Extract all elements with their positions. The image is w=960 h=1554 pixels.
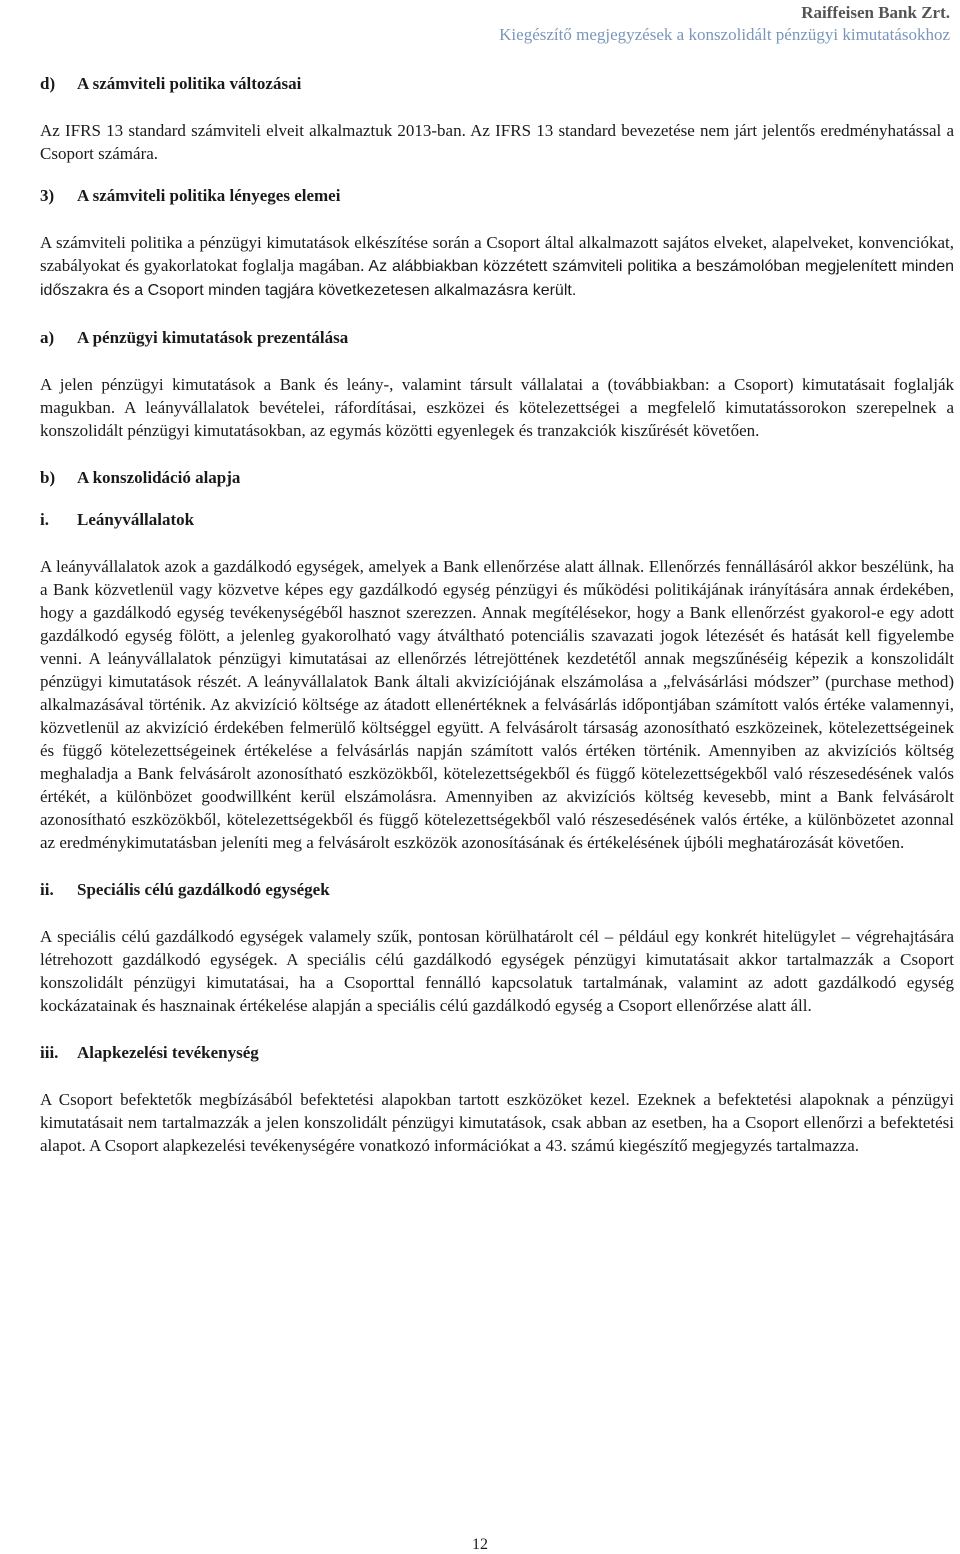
section-heading-a <box>40 326 954 349</box>
section-title: Leányvállalatok <box>77 510 195 529</box>
page-header <box>499 2 950 46</box>
paragraph: A speciális célú gazdálkodó egységek valamely szűk, pontosan körülhatárolt cél – például egy konkrét hitelügylet – végrehajtására létrehozott gazdálkodó egységek. A speciális célú gazdálkodó egységek pénzügyi kimutatásait akkor tartalmazzák a Csoport konszolidált pénzügyi kimutatásai, ha a Csoporttal fennálló kapcsolatuk tartalmának, valamint az adott gazdálkodó egység kockázatainak és hasznainak értékelése alapján a speciális célú gazdálkodó egység a Csoport ellenőrzése alatt áll. <box>40 927 954 1015</box>
section-title: A pénzügyi kimutatások prezentálása <box>77 328 349 347</box>
paragraph: A Csoport befektetők megbízásából befektetési alapokban tartott eszközöket kezel. Ezeknek a befektetési alapoknak a pénzügyi kimutatásait nem tartalmazzák a jelen konszolidált pénzügyi kimutatások, csak abban az esetben, ha a Csoport ellenőrzi a befektetési alapot. A Csoport alapkezelési tevékenységére vonatkozó információkat a 43. számú kiegészítő megjegyzés tartalmazza. <box>40 1090 954 1155</box>
section-number: ii. <box>40 880 54 899</box>
section-title: Alapkezelési tevékenység <box>77 1043 259 1062</box>
paragraph: Az IFRS 13 standard számviteli elveit alkalmaztuk 2013-ban. Az IFRS 13 standard bevezetése nem járt jelentős eredményhatással a Csoport számára. <box>40 121 954 163</box>
section-heading-i <box>40 508 954 531</box>
section-heading-d <box>40 72 954 95</box>
section-title: A számviteli politika változásai <box>77 74 302 93</box>
section-number: iii. <box>40 1043 59 1062</box>
paragraph <box>40 231 954 302</box>
page-number: 12 <box>472 1536 488 1553</box>
section-number: 3) <box>40 186 55 205</box>
paragraph-part-serif: A számviteli politika a pénzügyi kimutatások elkészítése során a Csoport által alkalmazott sajátos elveket, alapelveket, konvenciókat, szabályokat és gyakorlatokat foglalja magában. <box>40 233 954 275</box>
section-number: b) <box>40 468 56 487</box>
section-title: Speciális célú gazdálkodó egységek <box>77 880 330 899</box>
section-heading-ii <box>40 878 954 901</box>
paragraph: A jelen pénzügyi kimutatások a Bank és leány-, valamint társult vállalatai a (továbbiakban: a Csoport) kimutatásait foglalják magukban. A leányvállalatok bevételei, ráfordításai, eszközei és kötelezettségei a megfelelő kimutatássorokon szerepelnek a konszolidált pénzügyi kimutatásokban, az egymás közötti egyenlegek és tranzakciók kiszűrését követően. <box>40 375 954 440</box>
document-subtitle: Kiegészítő megjegyzések a konszolidált pénzügyi kimutatásokhoz <box>499 25 950 44</box>
paragraph-part-sans: Az alábbiakban közzétett számviteli politika a beszámolóban megjelenített minden időszakra és a Csoport minden tagjára következetesen alkalmazásra került. <box>40 258 955 299</box>
section-number: i. <box>40 510 49 529</box>
document-body <box>40 72 954 1157</box>
paragraph: A leányvállalatok azok a gazdálkodó egységek, amelyek a Bank ellenőrzése alatt állnak. Ellenőrzés fennállásáról akkor beszélünk, ha a Bank közvetlenül vagy közvetve képes egy gazdálkodó egység pénzügyi és működési politikájának irányítására annak érdekében, hogy a gazdálkodó egység tevékenységéből hasznot szerezzen. Annak megítélésekor, hogy a Bank ellenőrzést gyakorol-e egy adott gazdálkodó egység fölött, a jelenleg gyakorolható vagy átváltható potenciális szavazati jogok létezését és hatását kell figyelembe venni. A leányvállalatok pénzügyi kimutatásai az ellenőrzés létrejöttének kezdetétől annak megszűnéséig képezik a konszolidált pénzügyi kimutatások részét. A leányvállalatok Bank általi akvizíciójának elszámolása a „felvásárlási módszer” (purchase method) alkalmazásával történik. Az akvizíció költsége az átadott ellenértéknek a felvásárlás időpontjában számított valós értéke valamennyi, közvetlenül az akvizíció érdekében felmerülő költséggel együtt. A felvásárolt társaság azonosítható eszközeinek, kötelezettségeinek és függő kötelezettségeinek értékelése a felvásárlás napján számított valós értéken történik. Amennyiben az akvizíciós költség meghaladja a Bank felvásárolt azonosítható eszközökből, kötelezettségekből és függő kötelezettségekből való részesedésének valós értékét, a különbözet goodwillként kerül elszámolásra. Amennyiben az akvizíciós költség kevesebb, mint a Bank felvásárolt azonosítható eszközökből, kötelezettségekből és függő kötelezettségekből való részesedésének valós értéke, a különbözetet azonnal az eredménykimutatásban jeleníti meg a felvásárolt eszközök azonosításának és értékelésének újbóli meghatározását követően. <box>40 557 954 852</box>
section-heading-b <box>40 466 954 489</box>
section-number: a) <box>40 328 55 347</box>
section-heading-3 <box>40 184 954 207</box>
company-name: Raiffeisen Bank Zrt. <box>801 3 950 22</box>
section-title: A konszolidáció alapja <box>77 468 241 487</box>
section-heading-iii <box>40 1041 954 1064</box>
section-number: d) <box>40 74 56 93</box>
section-title: A számviteli politika lényeges elemei <box>77 186 341 205</box>
